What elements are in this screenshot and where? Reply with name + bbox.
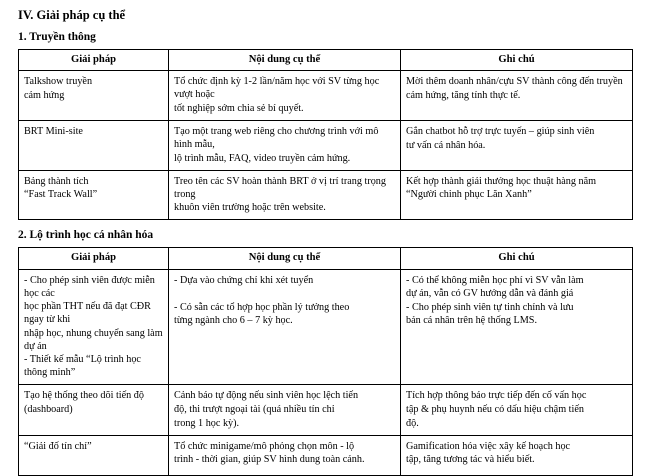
text-line: “Người chinh phục Lăn Xanh” xyxy=(406,189,532,201)
text-line: “Fast Track Wall” xyxy=(24,189,98,201)
table-header-row xyxy=(19,248,633,270)
table-header-row xyxy=(19,49,633,71)
text-line: cảm hứng xyxy=(24,89,65,101)
table-row xyxy=(19,71,633,121)
cell-solution xyxy=(19,170,169,220)
text-line: - Có thể không miễn học phí vì SV vẫn làm xyxy=(406,274,584,286)
text-line: “Giải đố tín chỉ” xyxy=(24,440,92,452)
cell-content xyxy=(169,170,401,220)
table-row xyxy=(19,435,633,475)
column-header-note: Ghi chú xyxy=(401,49,633,71)
text-line: bản cá nhân trên hệ thống LMS. xyxy=(406,315,537,327)
cell-note xyxy=(401,71,633,121)
text-line: BRT Mini-site xyxy=(24,125,83,137)
text-line: - Có sẵn các tổ hợp học phần lý tưởng theo xyxy=(174,301,350,313)
cell-solution xyxy=(19,435,169,475)
text-line: cảm hứng, tăng tính thực tế. xyxy=(406,89,521,101)
table-row xyxy=(19,120,633,170)
table-communication xyxy=(18,49,633,220)
section-1-heading: 1. Truyền thông xyxy=(18,31,96,43)
text-line: Talkshow truyền xyxy=(24,76,93,88)
cell-content xyxy=(169,71,401,121)
column-header-solution: Giải pháp xyxy=(19,248,169,270)
text-line: Bảng thành tích xyxy=(24,175,89,187)
cell-content xyxy=(169,435,401,475)
text-line: tập & phụ huynh nếu có dấu hiệu chậm tiến xyxy=(406,404,584,416)
text-line: Tổ chức minigame/mô phỏng chọn môn - lộ xyxy=(174,440,355,452)
column-header-content: Nội dung cụ thể xyxy=(169,248,401,270)
text-line xyxy=(174,287,395,300)
text-line: Cảnh báo tự động nếu sinh viên học lệch tiến xyxy=(174,390,359,402)
text-line: Gamification hóa việc xây kế hoạch học xyxy=(406,440,571,452)
text-line: Tổ chức định kỳ 1-2 lần/năm học với SV từng học vượt hoặc xyxy=(174,76,380,101)
cell-content xyxy=(169,269,401,385)
cell-solution xyxy=(19,120,169,170)
cell-solution xyxy=(19,71,169,121)
cell-note xyxy=(401,385,633,435)
text-line: học phần THT nếu đã đạt CĐR ngay từ khi xyxy=(24,301,151,326)
text-line: Kết hợp thành giải thưởng học thuật hàng năm xyxy=(406,175,597,187)
column-header-solution: Giải pháp xyxy=(19,49,169,71)
text-line: khuôn viên trường hoặc trên website. xyxy=(174,202,326,214)
text-line: - Cho phép sinh viên tự tinh chỉnh và lưu xyxy=(406,301,574,313)
text-line: dự án, vẫn có GV hướng dẫn và đánh giá xyxy=(406,288,574,300)
text-line: Tạo hệ thống theo dõi tiến độ (dashboard) xyxy=(24,390,144,415)
text-line: - Thiết kế mẫu “Lộ trình học thông minh” xyxy=(24,354,141,379)
column-header-content: Nội dung cụ thể xyxy=(169,49,401,71)
text-line: trình - thời gian, giúp SV hình dung toàn cảnh. xyxy=(174,454,365,466)
text-line: độ. xyxy=(406,417,419,429)
cell-content xyxy=(169,385,401,435)
text-line: tập, tăng tương tác và hiểu biết. xyxy=(406,454,535,466)
section-2-heading: 2. Lộ trình học cá nhân hóa xyxy=(18,229,154,242)
text-line: Treo tên các SV hoàn thành BRT ở vị trí trang trọng trong xyxy=(174,175,386,200)
cell-solution xyxy=(19,269,169,385)
text-line: Tạo một trang web riêng cho chương trình với mô hình mẫu, xyxy=(174,125,379,151)
table-row xyxy=(19,269,633,385)
page-title: IV. Giải pháp cụ thể xyxy=(18,8,126,22)
text-line: nhập học, nhung chuyển sang làm dự án xyxy=(24,327,163,352)
text-line: lộ trình mẫu, FAQ, video truyền cảm hứng. xyxy=(174,152,351,164)
text-line: tốt nghiệp sớm chia sẻ bí quyết. xyxy=(174,102,304,114)
cell-note xyxy=(401,120,633,170)
text-line: Mời thêm doanh nhân/cựu SV thành công đến truyền xyxy=(406,76,623,88)
text-line: - Cho phép sinh viên được miễn học các xyxy=(24,274,155,299)
cell-solution xyxy=(19,385,169,435)
cell-note xyxy=(401,269,633,385)
text-line: trong 1 học kỳ). xyxy=(174,417,240,429)
table-row xyxy=(19,170,633,220)
cell-note xyxy=(401,170,633,220)
cell-content xyxy=(169,120,401,170)
text-line: từng ngành cho 6 – 7 kỳ học. xyxy=(174,315,293,327)
text-line: độ, thi trượt ngoại tài (quá nhiều tín chỉ xyxy=(174,404,335,416)
column-header-note: Ghi chú xyxy=(401,248,633,270)
text-line: - Dựa vào chứng chỉ khi xét tuyển xyxy=(174,274,314,286)
text-line: Gắn chatbot hỗ trợ trực tuyến – giúp sinh viên xyxy=(406,125,595,137)
cell-note xyxy=(401,435,633,475)
table-row xyxy=(19,385,633,435)
table-personalized-learning-path xyxy=(18,247,633,476)
text-line: Tích hợp thông báo trực tiếp đến cố vấn học xyxy=(406,390,587,402)
text-line: tư vấn cá nhân hóa. xyxy=(406,139,486,151)
